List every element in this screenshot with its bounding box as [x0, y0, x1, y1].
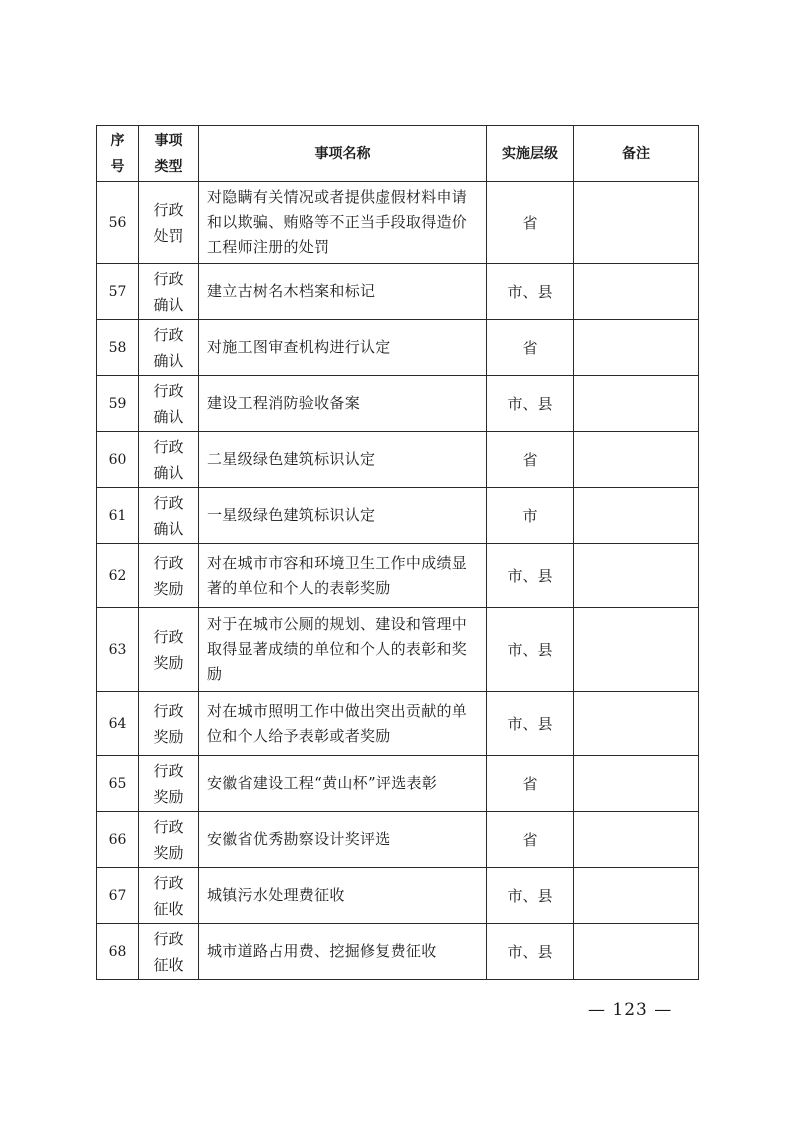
- row-seq: 67: [97, 868, 139, 924]
- table-row: [97, 432, 699, 488]
- row-seq: 63: [97, 608, 139, 692]
- row-level: 市: [487, 488, 574, 544]
- row-seq: 60: [97, 432, 139, 488]
- header-level: 实施层级: [487, 126, 574, 182]
- row-type-text: 行政征收: [153, 873, 184, 918]
- row-name: 建立古树名木档案和标记: [199, 264, 487, 320]
- row-note: [574, 264, 699, 320]
- header-seq: 序号: [97, 126, 139, 182]
- row-name: 安徽省建设工程“黄山杯”评选表彰: [199, 756, 487, 812]
- row-note: [574, 376, 699, 432]
- row-level: 省: [487, 756, 574, 812]
- table-row: [97, 692, 699, 756]
- row-level: 市、县: [487, 544, 574, 608]
- row-seq: 56: [97, 182, 139, 264]
- row-note: [574, 812, 699, 868]
- row-type: [139, 320, 199, 376]
- row-type-text: 行政确认: [153, 325, 184, 370]
- table-row: [97, 756, 699, 812]
- table-row: [97, 264, 699, 320]
- row-name: 城镇污水处理费征收: [199, 868, 487, 924]
- row-type-text: 行政奖励: [153, 761, 184, 806]
- row-name: 安徽省优秀勘察设计奖评选: [199, 812, 487, 868]
- row-name: 对在城市市容和环境卫生工作中成绩显著的单位和个人的表彰奖励: [199, 544, 487, 608]
- row-type: [139, 182, 199, 264]
- row-seq: 64: [97, 692, 139, 756]
- table-row: [97, 868, 699, 924]
- row-level: 市、县: [487, 608, 574, 692]
- row-type: [139, 432, 199, 488]
- row-type-text: 行政奖励: [153, 701, 184, 746]
- row-seq: 58: [97, 320, 139, 376]
- row-name: 对施工图审查机构进行认定: [199, 320, 487, 376]
- header-name: 事项名称: [199, 126, 487, 182]
- row-note: [574, 608, 699, 692]
- row-type: [139, 608, 199, 692]
- row-type: [139, 812, 199, 868]
- row-type-text: 行政确认: [153, 269, 184, 314]
- row-level: 市、县: [487, 264, 574, 320]
- row-name: 二星级绿色建筑标识认定: [199, 432, 487, 488]
- row-name: 对隐瞒有关情况或者提供虚假材料申请和以欺骗、贿赂等不正当手段取得造价工程师注册的处罚: [199, 182, 487, 264]
- row-level: 市、县: [487, 376, 574, 432]
- table-row: [97, 182, 699, 264]
- row-name: 建设工程消防验收备案: [199, 376, 487, 432]
- row-name: 一星级绿色建筑标识认定: [199, 488, 487, 544]
- table-row: [97, 812, 699, 868]
- row-seq: 61: [97, 488, 139, 544]
- row-type: [139, 756, 199, 812]
- page-number: — 123 —: [588, 1000, 673, 1020]
- row-seq: 66: [97, 812, 139, 868]
- row-note: [574, 544, 699, 608]
- table-row: [97, 320, 699, 376]
- row-note: [574, 488, 699, 544]
- row-type: [139, 924, 199, 980]
- row-name: 城市道路占用费、挖掘修复费征收: [199, 924, 487, 980]
- row-name: 对在城市照明工作中做出突出贡献的单位和个人给予表彰或者奖励: [199, 692, 487, 756]
- row-seq: 62: [97, 544, 139, 608]
- row-type-text: 行政奖励: [153, 627, 184, 672]
- row-type: [139, 264, 199, 320]
- row-type-text: 行政征收: [153, 929, 184, 974]
- table-row: [97, 488, 699, 544]
- table-header-row: [97, 126, 699, 182]
- row-note: [574, 868, 699, 924]
- row-seq: 68: [97, 924, 139, 980]
- table-row: [97, 376, 699, 432]
- row-note: [574, 182, 699, 264]
- header-note: 备注: [574, 126, 699, 182]
- row-type: [139, 544, 199, 608]
- row-type-text: 行政处罚: [153, 200, 184, 245]
- row-type-text: 行政确认: [153, 437, 184, 482]
- items-table: [96, 125, 699, 980]
- row-seq: 59: [97, 376, 139, 432]
- row-seq: 65: [97, 756, 139, 812]
- row-note: [574, 432, 699, 488]
- row-type: [139, 488, 199, 544]
- row-level: 省: [487, 182, 574, 264]
- row-level: 市、县: [487, 924, 574, 980]
- row-note: [574, 320, 699, 376]
- row-level: 市、县: [487, 692, 574, 756]
- table-row: [97, 924, 699, 980]
- header-type: 事项类型: [139, 126, 199, 182]
- row-level: 市、县: [487, 868, 574, 924]
- table-row: [97, 544, 699, 608]
- row-seq: 57: [97, 264, 139, 320]
- row-type-text: 行政确认: [153, 493, 184, 538]
- row-note: [574, 692, 699, 756]
- row-note: [574, 756, 699, 812]
- row-type: [139, 868, 199, 924]
- table-row: [97, 608, 699, 692]
- row-type-text: 行政奖励: [153, 553, 184, 598]
- row-level: 省: [487, 812, 574, 868]
- row-type: [139, 692, 199, 756]
- row-type: [139, 376, 199, 432]
- row-level: 省: [487, 320, 574, 376]
- row-name: 对于在城市公厕的规划、建设和管理中取得显著成绩的单位和个人的表彰和奖励: [199, 608, 487, 692]
- row-type-text: 行政奖励: [153, 817, 184, 862]
- row-note: [574, 924, 699, 980]
- row-type-text: 行政确认: [153, 381, 184, 426]
- row-level: 省: [487, 432, 574, 488]
